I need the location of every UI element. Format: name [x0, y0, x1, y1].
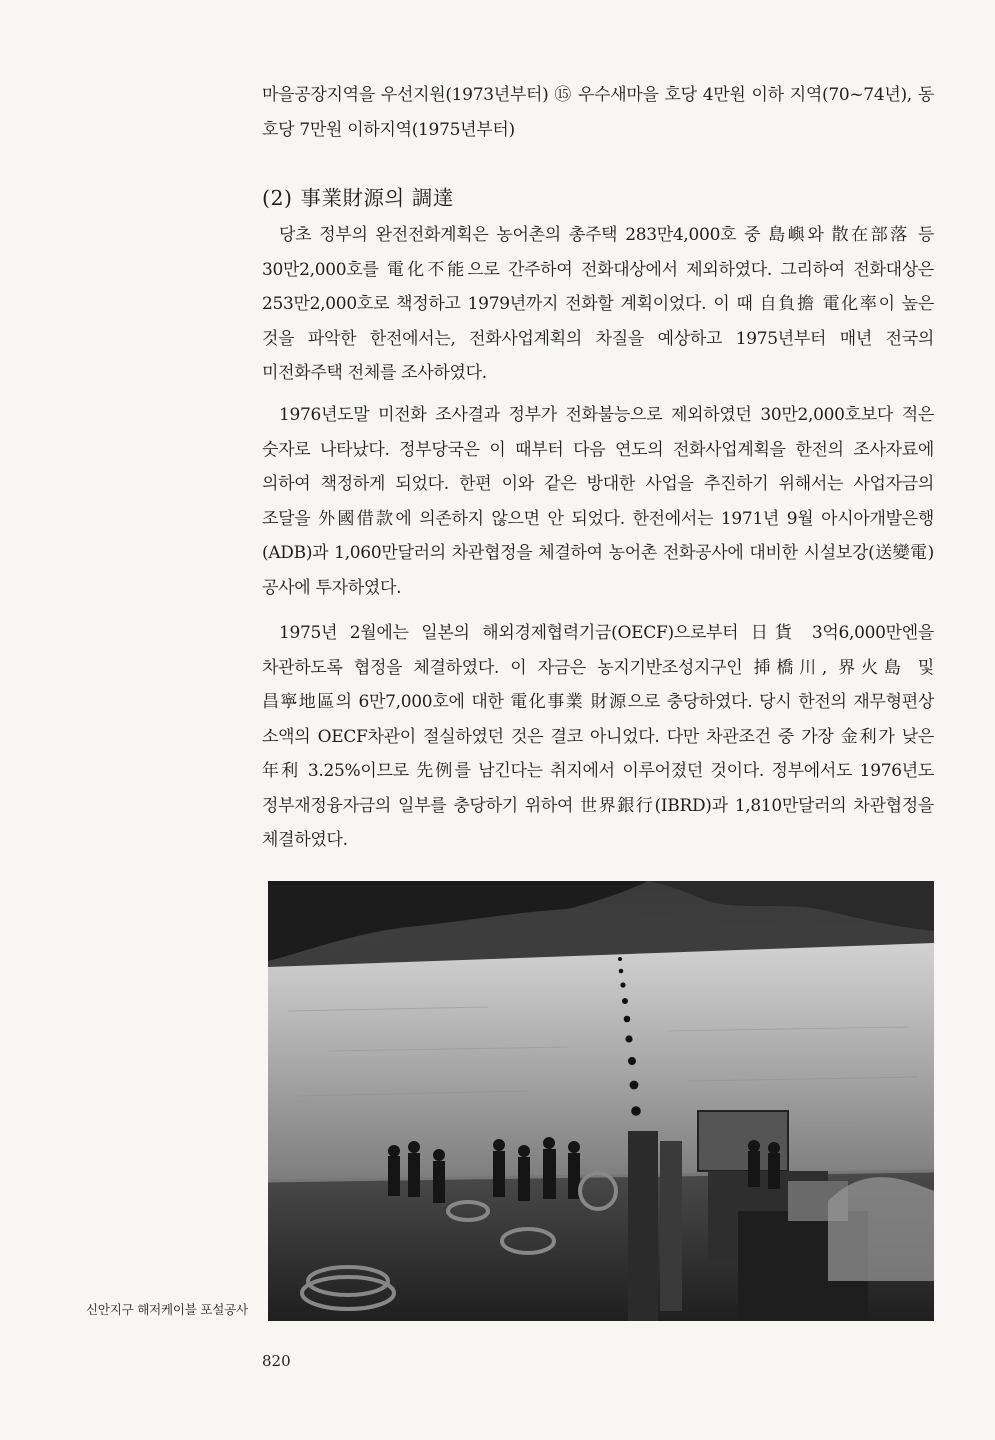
cable-laying-photo: [268, 881, 934, 1321]
intro-paragraph: 마을공장지역을 우선지원(1973년부터) ⑮ 우수새마을 호당 4만원 이하 지역(70~74년), 동 호당 7만원 이하지역(1975년부터): [262, 85, 934, 140]
body-paragraph-2: 1976년도말 미전화 조사결과 정부가 전화불능으로 제외하였던 30만2,000호보다 적은 숫자로 나타났다. 정부당국은 이 때부터 다음 연도의 전화사업계획을 한전의 조사자료에 의하여 책정하게 되었다. 한편 이와 같은 방대한 사업을 추진하기 위해서는 사업자금의 조달을 外國借款에 의존하지 않으면 안 되었다. 한전에서는 1971년 9월 아시아개발은행(ADB)과 1,060만달러의 차관협정을 체결하여 농어촌 전화공사에 대비한 시설보강(送變電)공사에 투자하였다.: [262, 405, 934, 598]
page-number: 820: [262, 1352, 291, 1370]
section-heading: [262, 181, 454, 211]
section-number: (2): [262, 186, 293, 210]
photo-caption: 신안지구 해저케이블 포설공사: [86, 1302, 248, 1317]
body-paragraph-3: 1975년 2월에는 일본의 해외경제협력기금(OECF)으로부터 日貨 3억6,000만엔을 차관하도록 협정을 체결하였다. 이 자금은 농지기반조성지구인 揷橋川, 界火島 및 昌寧地區의 6만7,000호에 대한 電化事業 財源으로 충당하였다. 당시 한전의 재무형편상 소액의 OECF차관이 절실하였던 것은 결코 아니었다. 다만 차관조건 중 가장 金利가 낮은 年利 3.25%이므로 先例를 남긴다는 취지에서 이루어졌던 것이다. 정부에서도 1976년도 정부재정융자금의 일부를 충당하기 위하여 世界銀行(IBRD)과 1,810만달러의 차관협정을 체결하였다.: [262, 623, 934, 850]
body-paragraph-1: 당초 정부의 완전전화계획은 농어촌의 총주택 283만4,000호 중 島嶼와 散在部落 등 30만2,000호를 電化不能으로 간주하여 전화대상에서 제외하였다. 그리하여 전화대상은 253만2,000호로 책정하고 1979년까지 전화할 계획이었다. 이 때 自負擔 電化率이 높은 것을 파악한 한전에서는, 전화사업계획의 차질을 예상하고 1975년부터 매년 전국의 미전화주택 전체를 조사하였다.: [262, 225, 934, 383]
section-title: 事業財源의 調達: [300, 186, 454, 210]
